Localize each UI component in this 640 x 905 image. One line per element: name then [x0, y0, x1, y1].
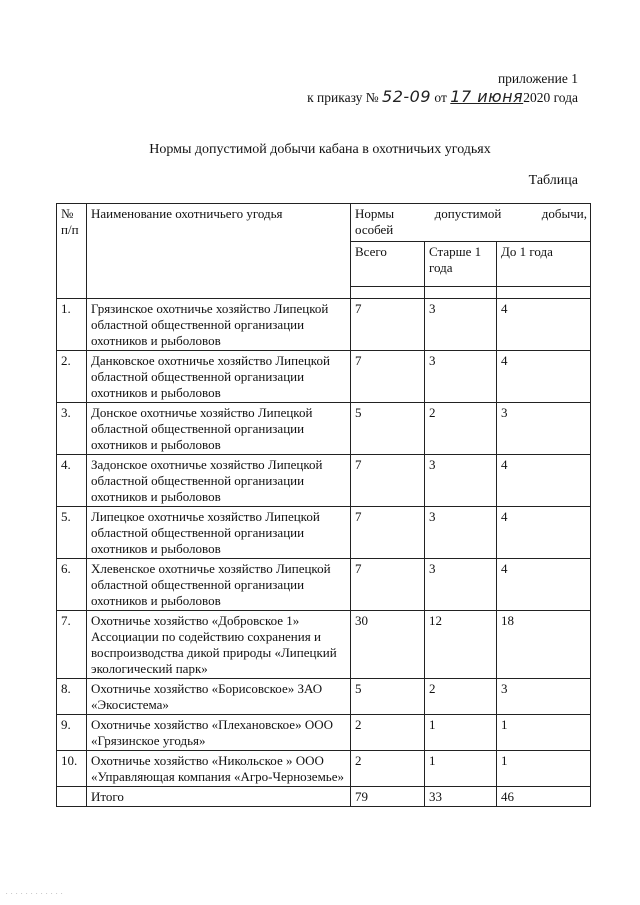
order-reference — [307, 88, 578, 107]
row-younger: 18 — [497, 611, 591, 679]
row-younger: 4 — [497, 351, 591, 403]
row-total: 7 — [351, 299, 425, 351]
row-total: 7 — [351, 507, 425, 559]
row-younger: 1 — [497, 751, 591, 787]
row-num: 3. — [57, 403, 87, 455]
order-prefix: к приказу № — [307, 90, 379, 105]
header-row — [57, 204, 591, 242]
header-younger: До 1 года — [497, 242, 591, 287]
total-label: Итого — [87, 787, 351, 807]
row-hunting-ground-name: Донское охотничье хозяйство Липецкой областной общественной организации охотников и рыболовов — [87, 403, 351, 455]
table-row — [57, 751, 591, 787]
total-older: 33 — [425, 787, 497, 807]
scan-margin-dots: . . . . . . . . . . . . — [6, 890, 64, 896]
total-row — [57, 787, 591, 807]
table-row — [57, 403, 591, 455]
row-num: 2. — [57, 351, 87, 403]
header-norms — [351, 204, 591, 242]
row-hunting-ground-name: Грязинское охотничье хозяйство Липецкой областной общественной организации охотников и рыболовов — [87, 299, 351, 351]
table-row — [57, 299, 591, 351]
row-total: 30 — [351, 611, 425, 679]
row-older: 2 — [425, 679, 497, 715]
row-older: 3 — [425, 507, 497, 559]
row-older: 1 — [425, 715, 497, 751]
row-hunting-ground-name: Задонское охотничье хозяйство Липецкой областной общественной организации охотников и рыболовов — [87, 455, 351, 507]
row-total: 5 — [351, 403, 425, 455]
table-row — [57, 679, 591, 715]
row-hunting-ground-name: Данковское охотничье хозяйство Липецкой областной общественной организации охотников и рыболовов — [87, 351, 351, 403]
row-total: 7 — [351, 559, 425, 611]
header-name: Наименование охотничьего угодья — [87, 204, 351, 299]
header-total: Всего — [351, 242, 425, 287]
row-older: 1 — [425, 751, 497, 787]
header-older: Старше 1 года — [425, 242, 497, 287]
table-row — [57, 611, 591, 679]
row-hunting-ground-name: Охотничье хозяйство «Никольское » ООО «Управляющая компания «Агро-Черноземье» — [87, 751, 351, 787]
header-num: № п/п — [57, 204, 87, 299]
order-number-handwritten: 52-09 — [382, 87, 432, 106]
row-num: 9. — [57, 715, 87, 751]
row-total: 7 — [351, 351, 425, 403]
row-num: 7. — [57, 611, 87, 679]
row-hunting-ground-name: Охотничье хозяйство «Борисовское» ЗАО «Экосистема» — [87, 679, 351, 715]
norms-table — [56, 203, 591, 807]
row-num: 5. — [57, 507, 87, 559]
row-younger: 3 — [497, 403, 591, 455]
row-older: 3 — [425, 351, 497, 403]
row-older: 3 — [425, 299, 497, 351]
row-younger: 4 — [497, 507, 591, 559]
order-year: 2020 года — [523, 90, 578, 105]
row-younger: 4 — [497, 455, 591, 507]
order-from: от — [434, 90, 447, 105]
table-body — [57, 299, 591, 787]
row-total: 5 — [351, 679, 425, 715]
row-younger: 1 — [497, 715, 591, 751]
total-younger: 46 — [497, 787, 591, 807]
row-older: 2 — [425, 403, 497, 455]
row-hunting-ground-name: Липецкое охотничье хозяйство Липецкой областной общественной организации охотников и рыболовов — [87, 507, 351, 559]
table-row — [57, 507, 591, 559]
row-hunting-ground-name: Хлевенское охотничье хозяйство Липецкой областной общественной организации охотников и рыболовов — [87, 559, 351, 611]
table-row — [57, 351, 591, 403]
row-older: 3 — [425, 559, 497, 611]
row-older: 12 — [425, 611, 497, 679]
total-sum: 79 — [351, 787, 425, 807]
row-hunting-ground-name: Охотничье хозяйство «Добровское 1» Ассоциации по содействию сохранения и воспроизводства дикой природы «Липецкий экологический парк» — [87, 611, 351, 679]
table-row — [57, 559, 591, 611]
document-title: Нормы допустимой добычи кабана в охотничьих угодьях — [149, 142, 491, 157]
row-younger: 4 — [497, 559, 591, 611]
row-num: 10. — [57, 751, 87, 787]
order-date-handwritten: 17 июня — [450, 87, 524, 106]
header-norms-line2: особей — [355, 222, 394, 237]
row-num: 1. — [57, 299, 87, 351]
row-total: 2 — [351, 715, 425, 751]
row-hunting-ground-name: Охотничье хозяйство «Плехановское» ООО «Грязинское угодья» — [87, 715, 351, 751]
row-num: 4. — [57, 455, 87, 507]
row-total: 2 — [351, 751, 425, 787]
table-row — [57, 715, 591, 751]
table-row — [57, 455, 591, 507]
row-num: 6. — [57, 559, 87, 611]
row-total: 7 — [351, 455, 425, 507]
appendix-header — [307, 70, 578, 107]
row-younger: 4 — [497, 299, 591, 351]
header-norms-line1: Нормы допустимой добычи, — [355, 206, 588, 221]
row-younger: 3 — [497, 679, 591, 715]
row-older: 3 — [425, 455, 497, 507]
row-num: 8. — [57, 679, 87, 715]
appendix-label: приложение 1 — [497, 71, 578, 86]
table-caption: Таблица — [528, 173, 578, 188]
